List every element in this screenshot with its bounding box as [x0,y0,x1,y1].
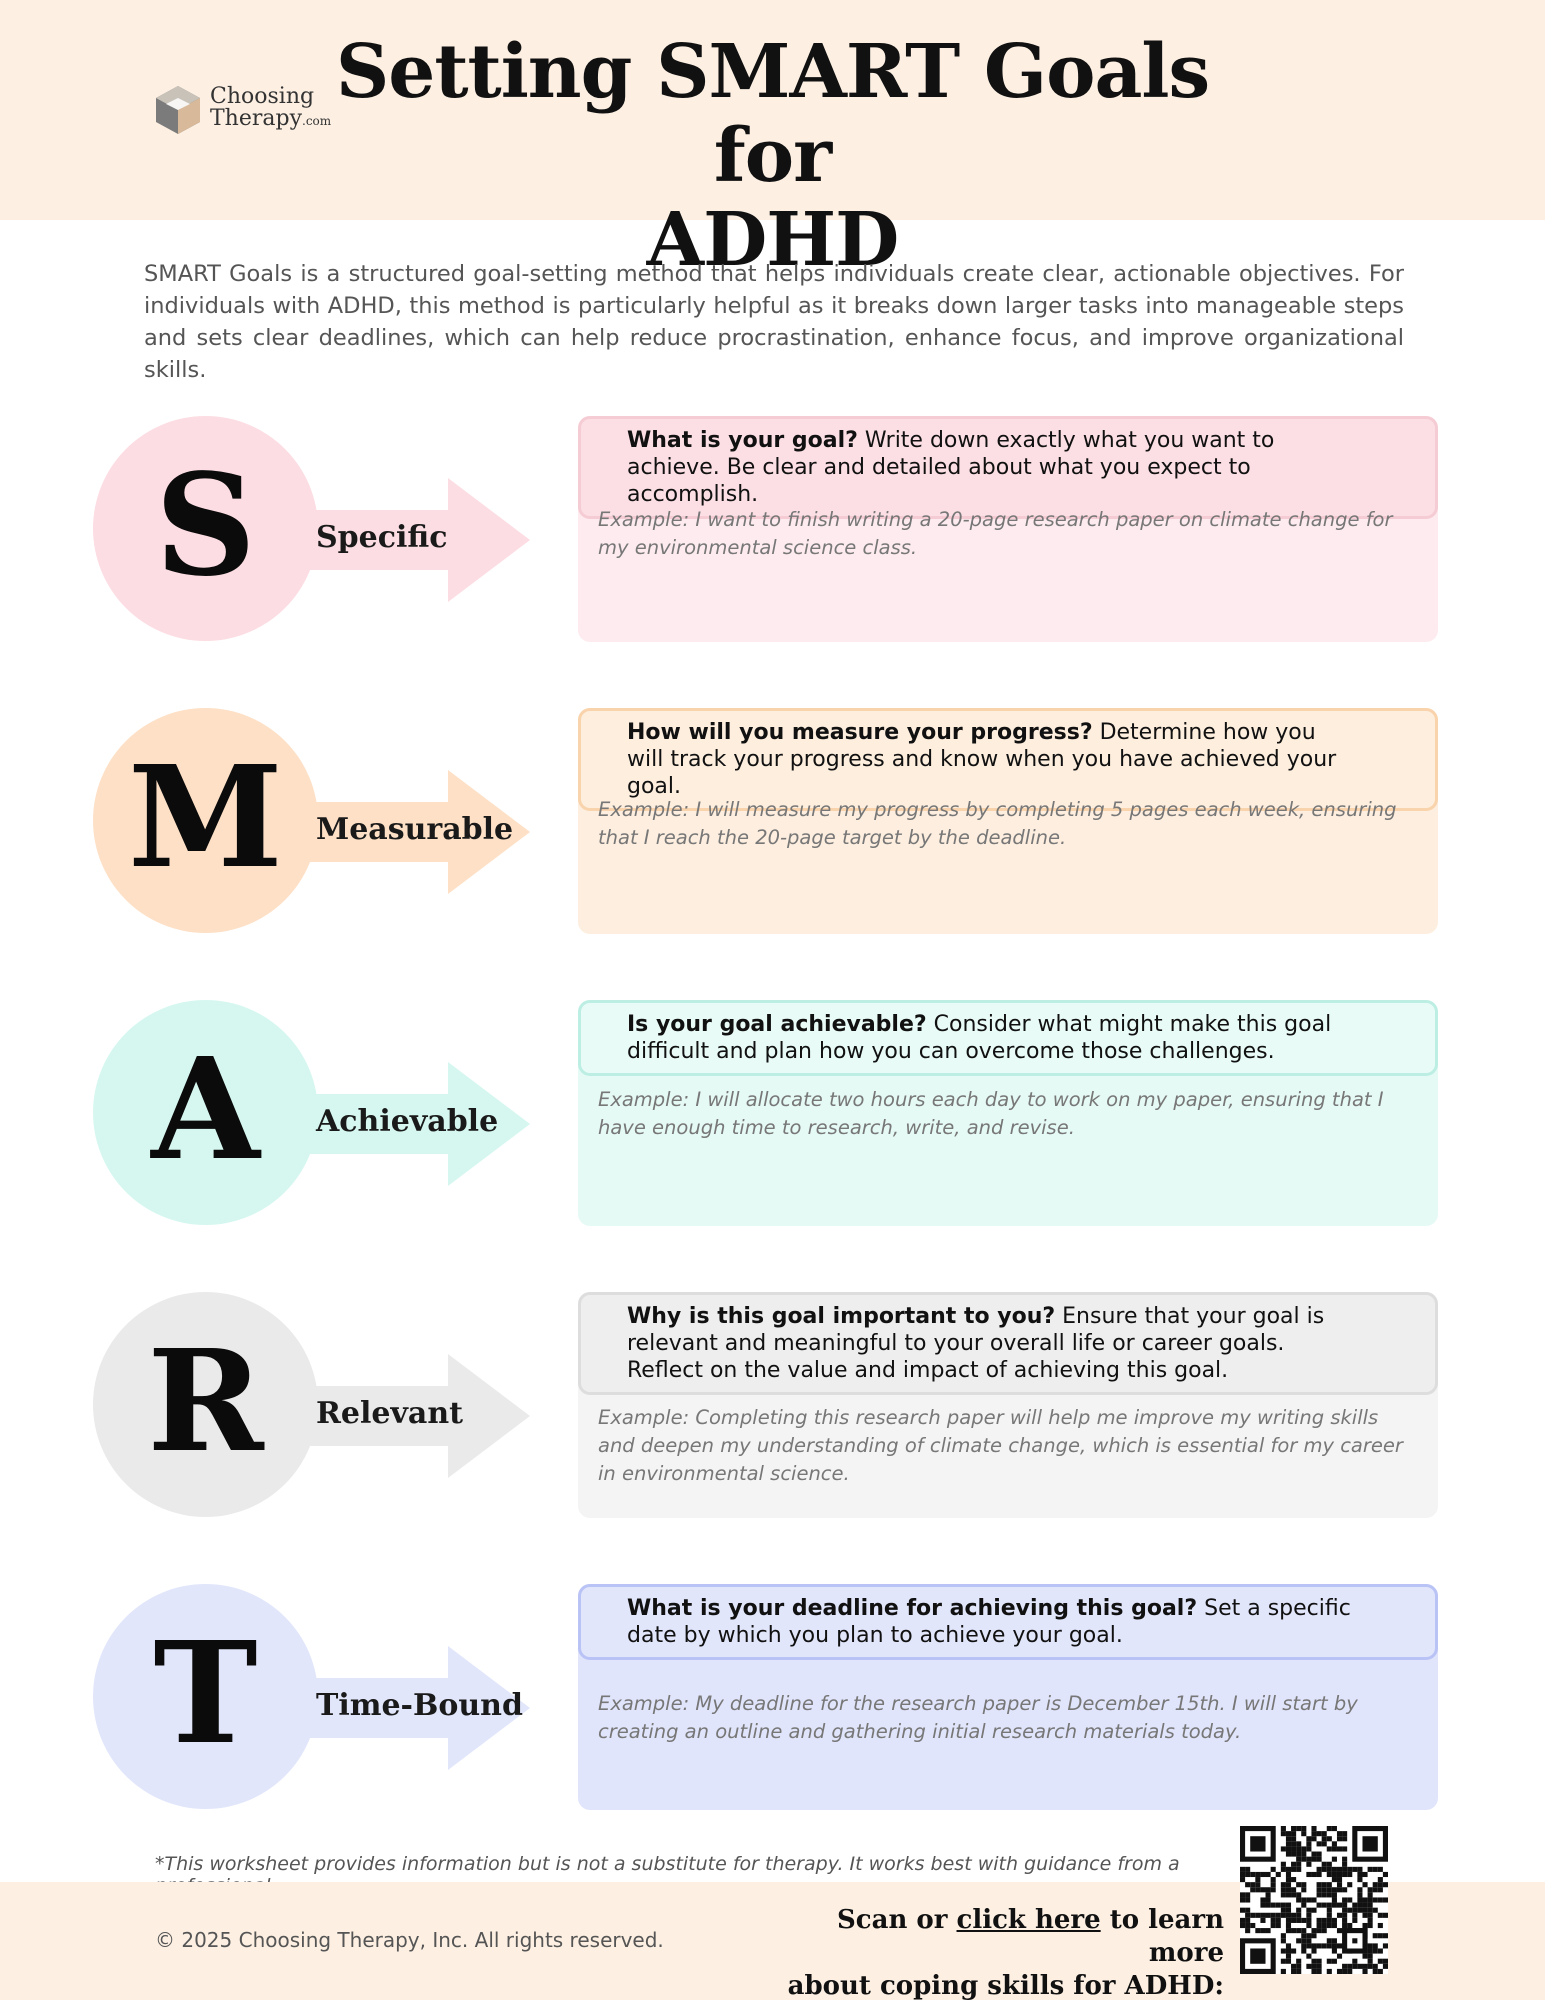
smart-step-time-bound [0,1584,1545,1814]
smart-step-achievable [0,1000,1545,1230]
step-prompt: Determine how you will track your progress and know when you have achieved your goal. [627,720,1337,799]
step-word: Specific [316,520,448,555]
step-question: What is your deadline for achieving this goal? [627,1596,1198,1621]
scan-line2: about coping skills for ADHD: [787,1971,1224,2000]
step-card [578,1292,1438,1518]
step-letter: A [151,1028,260,1192]
step-prompt: Write down exactly what you want to achieve. Be clear and detailed about what you expect to accomplish. [627,428,1275,507]
click-here-link[interactable]: click here [956,1905,1101,1935]
scan-before: Scan or [836,1905,957,1935]
step-question: Why is this goal important to you? [627,1304,1056,1329]
step-prompt: Ensure that your goal is relevant and meaningful to your overall life or career goals. Reflect on the value and impact of achieving this goal. [627,1304,1325,1383]
step-question: How will you measure your progress? [627,720,1093,745]
step-question: Is your goal achievable? [627,1012,927,1037]
step-example: Example: My deadline for the research paper is December 15th. I will start by creating an outline and gathering initial research materials today. [598,1692,1358,1743]
step-example: Example: I will allocate two hours each day to work on my paper, ensuring that I have enough time to research, write, and revise. [598,1088,1384,1139]
step-example: Example: I want to finish writing a 20-page research paper on climate change for my environmental science class. [598,508,1393,559]
step-letter: M [128,736,283,900]
step-card [578,1584,1438,1810]
smart-step-specific [0,416,1545,646]
step-question-box [578,1584,1438,1660]
step-card [578,416,1438,642]
step-word: Time-Bound [316,1688,523,1723]
title-line1: Setting SMART Goals for [335,29,1210,199]
scan-cta [760,1904,1224,2000]
step-word: Measurable [316,812,514,847]
title-line2: ADHD [646,197,899,283]
smart-step-measurable [0,708,1545,938]
step-question: What is your goal? [627,428,858,453]
step-example: Example: Completing this research paper will help me improve my writing skills and deepen my understanding of climate change, which is essential for my career in environmental science. [598,1406,1403,1485]
step-prompt: Consider what might make this goal difficult and plan how you can overcome those challenges. [627,1012,1332,1064]
intro-paragraph: SMART Goals is a structured goal-setting method that helps individuals create clear, actionable objectives. For individuals with ADHD, this method is particularly helpful as it breaks down larger tasks into manageable steps and sets clear deadlines, which can help reduce procrastination, enhance focus, and improve organizational skills. [144,261,1404,383]
step-word: Relevant [316,1396,464,1431]
logo-suffix: .com [302,114,332,128]
step-question-box [578,1292,1438,1395]
page-title [300,30,1245,282]
scan-after: to learn more [1100,1905,1224,1968]
step-question-box [578,416,1438,519]
step-letter: R [147,1320,264,1484]
step-card [578,708,1438,934]
logo-line1: Choosing [210,84,315,109]
step-letter: T [153,1612,258,1776]
logo-line2-text: Therapy [210,106,303,131]
qr-code-icon[interactable] [1240,1826,1388,1974]
step-card [578,1000,1438,1226]
step-letter: S [154,444,257,608]
disclaimer: *This worksheet provides information but is not a substitute for therapy. It works best with guidance from a [155,1853,1180,1875]
step-question-box [578,1000,1438,1076]
step-prompt: Set a specific date by which you plan to achieve your goal. [627,1596,1351,1648]
logo-hexagon-icon [152,84,204,136]
step-example: Example: I will measure my progress by completing 5 pages each week, ensuring that I reach the 20-page target by the deadline. [598,798,1397,849]
copyright: © 2025 Choosing Therapy, Inc. All rights reserved. [155,1928,664,1952]
smart-step-relevant [0,1292,1545,1522]
step-word: Achievable [316,1104,499,1139]
scan-line1 [760,1904,1224,1970]
